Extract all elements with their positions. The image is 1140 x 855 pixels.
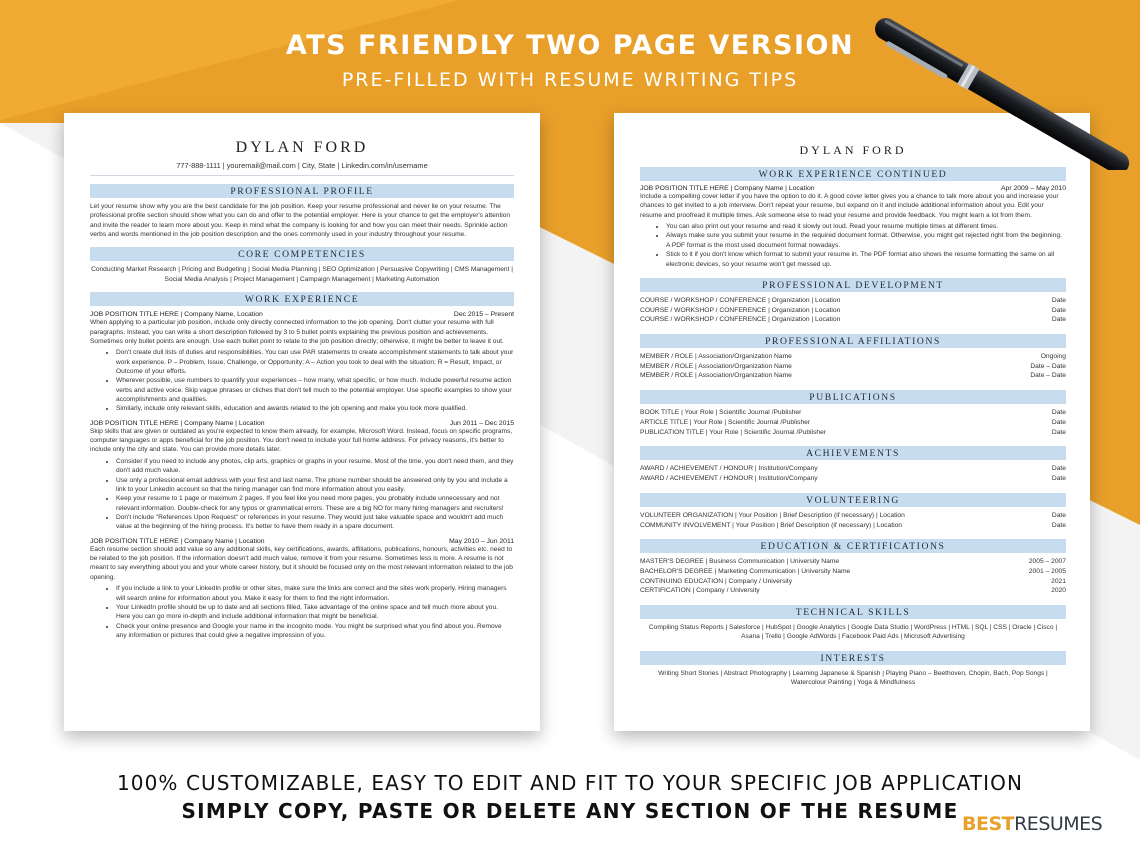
job-bullet: • You can also print out your resume and read it slowly out loud. Read your resume multiple times at different times.	[666, 222, 1066, 231]
item-text: CERTIFICATION | Company / University	[640, 587, 760, 595]
job-title: JOB POSITION TITLE HERE	[90, 419, 179, 427]
list-item	[640, 371, 1066, 381]
job-company: | Company Name | Location	[178, 537, 265, 545]
item-text: BOOK TITLE | Your Role | Scientific Journal /Publisher	[640, 409, 802, 417]
competencies-text: Conducting Market Research | Pricing and Budgeting | Social Media Planning | SEO Optimization | Persuasive Copywriting | CMS Management | Social Media Analysis | Project Management | Campaign Management | Marketing Automation	[91, 266, 513, 283]
job-title: JOB POSITION TITLE HERE	[90, 311, 179, 319]
item-date: Date	[1051, 306, 1066, 314]
list-item	[640, 511, 1066, 521]
section-title-publications: PUBLICATIONS	[640, 390, 1066, 404]
section-title-experience-continued: WORK EXPERIENCE CONTINUED	[640, 167, 1066, 181]
item-text: PUBLICATION TITLE | Your Role | Scientific Journal /Publisher	[640, 428, 827, 436]
list-item	[640, 586, 1066, 596]
list-item	[640, 352, 1066, 362]
list-item	[640, 306, 1066, 316]
item-date: Date – Date	[1030, 372, 1066, 380]
job-description: Skip skills that are given or outdated as you're expected to know them already, for example, Microsoft Word. Instead, focus on specific programs, computer languages or apps beneficial for the job position. You don't need to include your full home address. For privacy reasons, it's better to include only the city and state. You can provide more details later.	[90, 427, 513, 454]
list-item	[640, 474, 1066, 484]
item-date: Date	[1051, 428, 1066, 436]
pen-icon	[872, 0, 1140, 170]
interests-text: Writing Short Stories | Abstract Photography | Learning Japanese & Spanish | Playing Piano – Beethoven, Chopin, Bach, Pop Songs | Watercolour Painting | Yoga & Mindfulness	[658, 669, 1048, 687]
item-date: Date	[1051, 316, 1066, 324]
job-dates: Dec 2015 – Present	[453, 311, 514, 319]
item-text: COURSE / WORKSHOP / CONFERENCE | Organization | Location	[640, 316, 841, 324]
job-description: Each resume section should add value so any additional skills, key certifications, awards, affiliations, publications, honours, activities etc. need to be related to the job position. If the information doesn't add much value, remove it from your resume. Sometimes less is more. A resume is not meant to say everything about you and your whole career history, but it should be focused only on the most relevant information related to the job opening.	[90, 545, 513, 581]
section-title-experience: WORK EXPERIENCE	[90, 292, 514, 306]
item-date: Date	[1051, 521, 1066, 529]
job-bullet: • Consider if you need to include any photos, clip arts, graphics or graphs in your resume. Most of the time, you don't need them, and they don't add much value.	[116, 457, 514, 476]
item-date: Date	[1051, 511, 1066, 519]
headline-title: ATS FRIENDLY TWO PAGE VERSION	[285, 30, 855, 61]
candidate-name: DYLAN FORD	[235, 139, 369, 156]
item-text: ARTICLE TITLE | Your Role | Scientific Journal /Publisher	[640, 418, 811, 426]
item-date: 2021	[1051, 577, 1066, 585]
profile-text: Let your resume show why you are the best candidate for the job position. Keep your resume professional and never lie on your resume. The professional profile section should show what you can do and offer to the potential employer. Here is your chance to get the employer's attention and invite the reader to learn more about you. Keep in mind what the company is looking for and how you can meet their needs. Sprinkle action verbs and words mentioned in the job position description and the ones commonly used in your industry throughout your resume.	[90, 203, 511, 239]
list-item	[640, 408, 1066, 418]
section-title-education: EDUCATION & CERTIFICATIONS	[640, 539, 1066, 553]
item-text: VOLUNTEER ORGANIZATION | Your Position | Brief Description (if necessary) | Location	[640, 511, 905, 519]
item-date: Date	[1051, 296, 1066, 304]
item-date: 2001 – 2005	[1028, 567, 1066, 575]
job-header	[90, 538, 514, 545]
item-text: AWARD / ACHIEVEMENT / HONOUR | Institution/Company	[640, 465, 818, 473]
item-date: 2020	[1051, 587, 1066, 595]
resume-page-2	[614, 113, 1090, 731]
item-text: COURSE / WORKSHOP / CONFERENCE | Organization | Location	[640, 296, 841, 304]
brand-logo-part-2: RESUMES	[1014, 813, 1103, 835]
job-bullets	[116, 348, 514, 414]
job-title: JOB POSITION TITLE HERE	[90, 537, 179, 545]
job-title: JOB POSITION TITLE HERE	[640, 185, 729, 192]
item-text: AWARD / ACHIEVEMENT / HONOUR | Institution/Company	[640, 475, 818, 483]
brand-logo-part-1: BEST	[962, 813, 1015, 835]
list-item	[640, 577, 1066, 587]
job-bullet: • Always make sure you submit your resume in the required document format. Otherwise, you might get rejected right from the beginning. A PDF format is the most used document format nowadays.	[666, 231, 1066, 250]
item-date: 2005 – 2007	[1028, 558, 1066, 566]
tagline-line-1: 100% CUSTOMIZABLE, EASY TO EDIT AND FIT TO YOUR SPECIFIC JOB APPLICATION	[116, 771, 1024, 795]
job-description: Include a compelling cover letter if you have the option to do it. A good cover letter gives you a chance to talk more about you and increase your chances to get invited to a job interview. Don't repeat your resume, but expand on it and include additional information about you. Edit your resume and proofread it multiple times. Ask someone else to read your resume and provide feedback. You might learn a lot from them.	[640, 193, 1059, 219]
item-text: MEMBER / ROLE | Association/Organization Name	[640, 353, 792, 361]
job-entry	[90, 538, 514, 641]
job-bullet: • If you include a link to your LinkedIn profile or other sites, make sure the links are correct and the sites work properly. Hiring managers will search online for information about you. Make it easy for them to find the right information.	[116, 584, 514, 603]
job-header	[640, 185, 1066, 192]
job-entry	[90, 311, 514, 414]
list-item	[640, 567, 1066, 577]
section-title-interests: INTERESTS	[640, 651, 1066, 665]
job-bullet: • Stick to it if you don't know which format to submit your resume in. The PDF format also shows the resume formatting the same on all electronic devices, so your resume won't get messed up.	[666, 250, 1066, 269]
section-title-profile: PROFESSIONAL PROFILE	[90, 184, 514, 198]
job-bullet: • Use only a professional email address with your first and last name. The phone number should be answered only by you and include a link to your LinkedIn account so that the hiring manager can find more information about you easily.	[116, 476, 514, 495]
list-item	[640, 296, 1066, 306]
job-bullet: • Similarly, include only relevant skills, education and awards related to the job opening and make you look more qualified.	[116, 404, 514, 413]
list-item	[640, 557, 1066, 567]
resume-page-1	[64, 113, 540, 731]
section-title-competencies: CORE COMPETENCIES	[90, 247, 514, 261]
job-header	[90, 311, 514, 318]
section-title-professional-development: PROFESSIONAL DEVELOPMENT	[640, 278, 1066, 292]
item-text: COMMUNITY INVOLVEMENT | Your Position | Brief Description (if necessary) | Location	[640, 521, 903, 529]
job-company: | Company Name, Location	[178, 311, 263, 319]
section-title-affiliations: PROFESSIONAL AFFILIATIONS	[640, 334, 1066, 348]
list-item	[640, 521, 1066, 531]
job-bullets	[666, 222, 1066, 269]
item-text: CONTINUING EDUCATION | Company / University	[640, 577, 793, 585]
tagline-line-2: SIMPLY COPY, PASTE OR DELETE ANY SECTION OF THE RESUME	[181, 799, 959, 823]
job-bullets	[116, 584, 514, 640]
list-item	[640, 418, 1066, 428]
job-bullet: • Keep your resume to 1 page or maximum 2 pages. If you feel like you need more pages, you probably include unnecessary and not relevant information. Double-check for any typos or grammatical errors. These are a big NO for many hiring managers and recruiters!	[116, 494, 514, 513]
contact-line: 777-888-1111 | youremail@mail.com | City, State | Linkedin.com/in/username	[90, 161, 514, 176]
item-text: BACHELOR'S DEGREE | Marketing Communication | University Name	[640, 567, 851, 575]
item-date: Date	[1051, 475, 1066, 483]
list-item	[640, 315, 1066, 325]
job-bullets	[116, 457, 514, 532]
list-item	[640, 428, 1066, 438]
item-text: MEMBER / ROLE | Association/Organization Name	[640, 362, 792, 370]
item-date: Ongoing	[1040, 353, 1066, 361]
item-date: Date	[1051, 409, 1066, 417]
list-item	[640, 362, 1066, 372]
job-dates: Jun 2011 – Dec 2015	[449, 419, 514, 427]
item-text: MEMBER / ROLE | Association/Organization Name	[640, 372, 792, 380]
job-bullet: • Check your online presence and Google your name in the incognito mode. You might be surprised what you find about you. Remove any information or pictures that could give a negative impression of you.	[116, 622, 514, 641]
candidate-name: DYLAN FORD	[799, 143, 907, 157]
item-text: COURSE / WORKSHOP / CONFERENCE | Organization | Location	[640, 306, 841, 314]
item-date: Date – Date	[1030, 362, 1066, 370]
section-title-technical-skills: TECHNICAL SKILLS	[640, 605, 1066, 619]
technical-skills-text: Compiling Status Reports | Salesforce | HubSpot | Google Analytics | Google Data Studio | WordPress | HTML | SQL | CSS | Oracle | Cisco | Asana | Trello | Google AdWords | Facebook Paid Ads | Microsoft Advertising	[648, 624, 1058, 641]
job-entry	[90, 420, 514, 532]
job-dates: May 2010 – Jun 2011	[449, 537, 514, 545]
item-date: Date	[1051, 418, 1066, 426]
section-title-volunteering: VOLUNTEERING	[640, 493, 1066, 507]
headline-subtitle: PRE-FILLED WITH RESUME WRITING TIPS	[341, 69, 799, 91]
item-date: Date	[1051, 465, 1066, 473]
section-title-achievements: ACHIEVEMENTS	[640, 446, 1066, 460]
brand-logo	[962, 813, 1102, 835]
item-text: MASTER'S DEGREE | Business Communication | University Name	[640, 558, 840, 566]
job-description: When applying to a particular job position, include only directly connected information to the job opening. Don't clutter your resume with full paragraphs. Instead, you can write a short description followed by 3 to 5 bullet points explaining the previous position and achievements. Sometimes only bullet points are enough. Use each bullet point to relate to the job position directly; otherwise, it might be better to leave it out.	[90, 319, 504, 345]
job-bullet: • Your LinkedIn profile should be up to date and all sections filled. Take advantage of the online space and tell much more about you. Here you can go more in-depth and include additional information that might be beneficial.	[116, 603, 514, 622]
job-dates: Apr 2009 – May 2010	[1001, 185, 1066, 192]
job-company: | Company Name | Location	[178, 419, 265, 427]
job-bullet: • Wherever possible, use numbers to quantify your experiences – how many, what specific, or how much. Include powerful resume action verbs and active voice. Skip vague phrases or cliches that don't tell much to the potential employer. Use specific examples to show your accomplishments and qualities.	[116, 376, 514, 404]
job-bullet: • Don't include "References Upon Request" or references in your resume. They would just take valuable space and wouldn't add much value at the beginning of the hiring process. It's better to have them ready in a spare document.	[116, 513, 514, 532]
job-header	[90, 420, 514, 427]
job-bullet: • Don't create dull lists of duties and responsibilities. You can use PAR statements to create accomplishment statements to talk about your work experience. P – Problem, Issue, Challenge, or Opportunity; A – Action you took to deal with the situation; R = Result, Impact, or Outcome of your efforts.	[116, 348, 514, 376]
job-company: | Company Name | Location	[728, 185, 815, 192]
list-item	[640, 464, 1066, 474]
